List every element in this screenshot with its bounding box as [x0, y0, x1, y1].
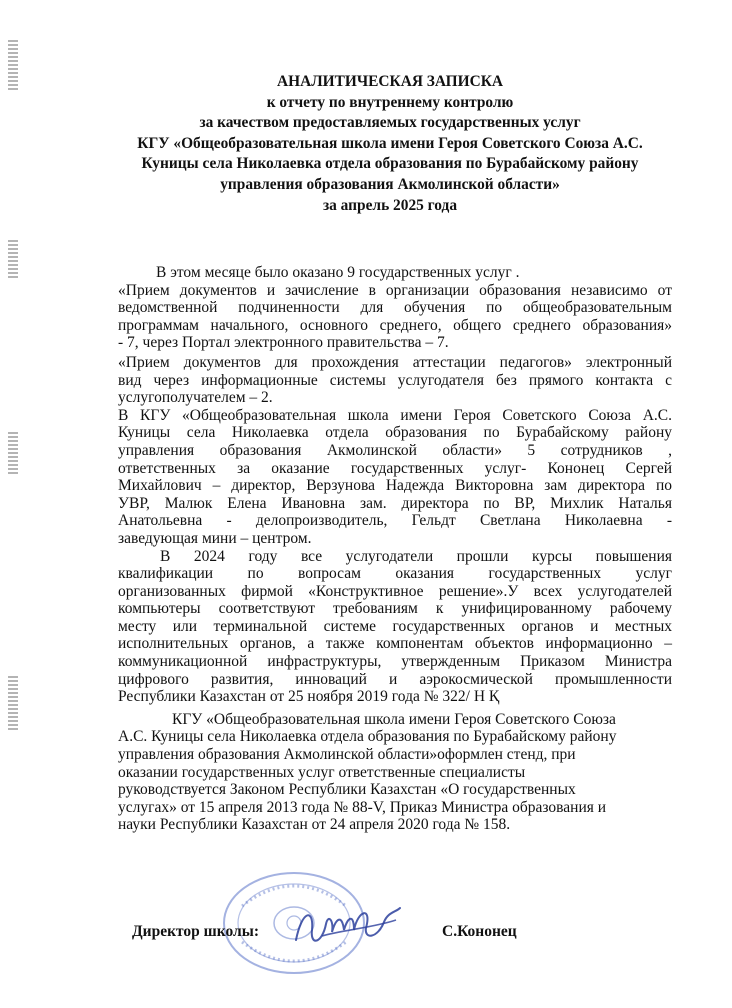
text-line: ответственных за оказание государственных услуг- Кононец Сергей — [118, 459, 672, 477]
service-paragraph-2 — [118, 354, 672, 407]
text-line: ведомственной подчиненности для обучения по общеобразовательным — [118, 299, 672, 317]
document-body — [118, 264, 672, 834]
intro-paragraph: В этом месяце было оказано 9 государственных услуг . — [156, 264, 520, 281]
text-line: цифрового развития, инноваций и аэрокосмической промышленности — [118, 670, 672, 688]
scan-edge-mark — [8, 240, 18, 280]
text-line: КГУ «Общеобразовательная школа имени Героя Советского Союза — [172, 710, 616, 728]
header-line: КГУ «Общеобразовательная школа имени Героя Советского Союза А.С. — [137, 134, 643, 152]
text-line: исполнительных органов, а также компонентам объектов информационно – — [118, 635, 672, 653]
document-header — [110, 72, 670, 216]
text-line: оказании государственных услуг ответственные специалисты — [118, 763, 526, 781]
header-line: управления образования Акмолинской области» — [220, 175, 560, 193]
text-line: Республики Казахстан от 25 ноября 2019 года № 322/ Н Қ — [118, 688, 500, 706]
text-line: Анатольевна - делопроизводитель, Гельдт Светлана Николаевна - — [118, 512, 672, 530]
text-line: заведующая мини – центром. — [118, 529, 312, 547]
service-paragraph-1 — [118, 282, 672, 352]
text-line: «Прием документов для прохождения аттестации педагогов» электронный — [118, 353, 672, 371]
signatory-name: С.Кононец — [442, 923, 517, 940]
scan-edge-mark — [8, 432, 18, 476]
text-line: В КГУ «Общеобразовательная школа имени Героя Советского Союза А.С. — [118, 406, 672, 424]
text-line: услугополучателем – 2. — [118, 389, 273, 407]
text-line: вид через информационные системы услугодателя без прямого контакта с — [118, 371, 672, 389]
scan-edge-mark — [8, 40, 18, 92]
header-line: Куницы села Николаевка отдела образования по Бурабайскому району — [141, 155, 639, 173]
text-line: руководствуется Законом Республики Казахстан «О государственных — [118, 781, 576, 799]
text-line: - 7, через Портал электронного правительства – 7. — [118, 334, 449, 352]
header-line: за качеством предоставляемых государственных услуг — [199, 114, 581, 132]
document-title: АНАЛИТИЧЕСКАЯ ЗАПИСКА — [277, 73, 503, 90]
text-line: организованных фирмой «Конструктивное решение».У всех услугодателей — [118, 582, 672, 600]
signature-title: Директор школы: — [132, 923, 259, 940]
stand-paragraph — [118, 711, 672, 834]
text-line: квалификации по вопросам оказания государственных услуг — [118, 565, 672, 583]
text-line: А.С. Куницы села Николаевка отдела образования по Бурабайскому району — [118, 728, 617, 746]
text-line: Михайлович – директор, Верзунова Надежда Викторовна зам директора по — [118, 477, 672, 495]
scan-edge-mark — [8, 676, 18, 732]
text-line: Куницы села Николаевка отдела образования по Бурабайскому району — [118, 424, 672, 442]
header-line: к отчету по внутреннему контролю — [266, 93, 514, 111]
handwritten-signature — [292, 900, 404, 956]
text-line: «Прием документов и зачисление в организации образования независимо от — [118, 281, 672, 299]
text-line: месту или терминальной системе государственных органов и местных — [118, 617, 672, 635]
text-line: управления образования Акмолинской области»оформлен стенд, при — [118, 746, 576, 764]
text-line: услугах» от 15 апреля 2013 года № 88-V, Приказ Министра образования и — [118, 798, 607, 816]
report-period: за апрель 2025 года — [322, 196, 458, 214]
text-line: УВР, Малюк Елена Ивановна зам. директора по ВР, Михлик Наталья — [118, 494, 672, 512]
text-line: программам начального, основного среднего, общего среднего образования» — [118, 316, 672, 334]
staff-paragraph — [118, 407, 672, 548]
text-line: В 2024 году все услугодатели прошли курсы повышения — [160, 547, 672, 565]
text-line: коммуникационной инфраструктуры, утвержденным Приказом Министра — [118, 653, 672, 671]
training-paragraph — [118, 548, 672, 706]
text-line: компьютеры соответствуют требованиям к унифицированному рабочему — [118, 600, 672, 618]
text-line: науки Республики Казахстан от 24 апреля 2020 года № 158. — [118, 816, 511, 834]
text-line: управления образования Акмолинской области» 5 сотрудников , — [118, 441, 672, 459]
